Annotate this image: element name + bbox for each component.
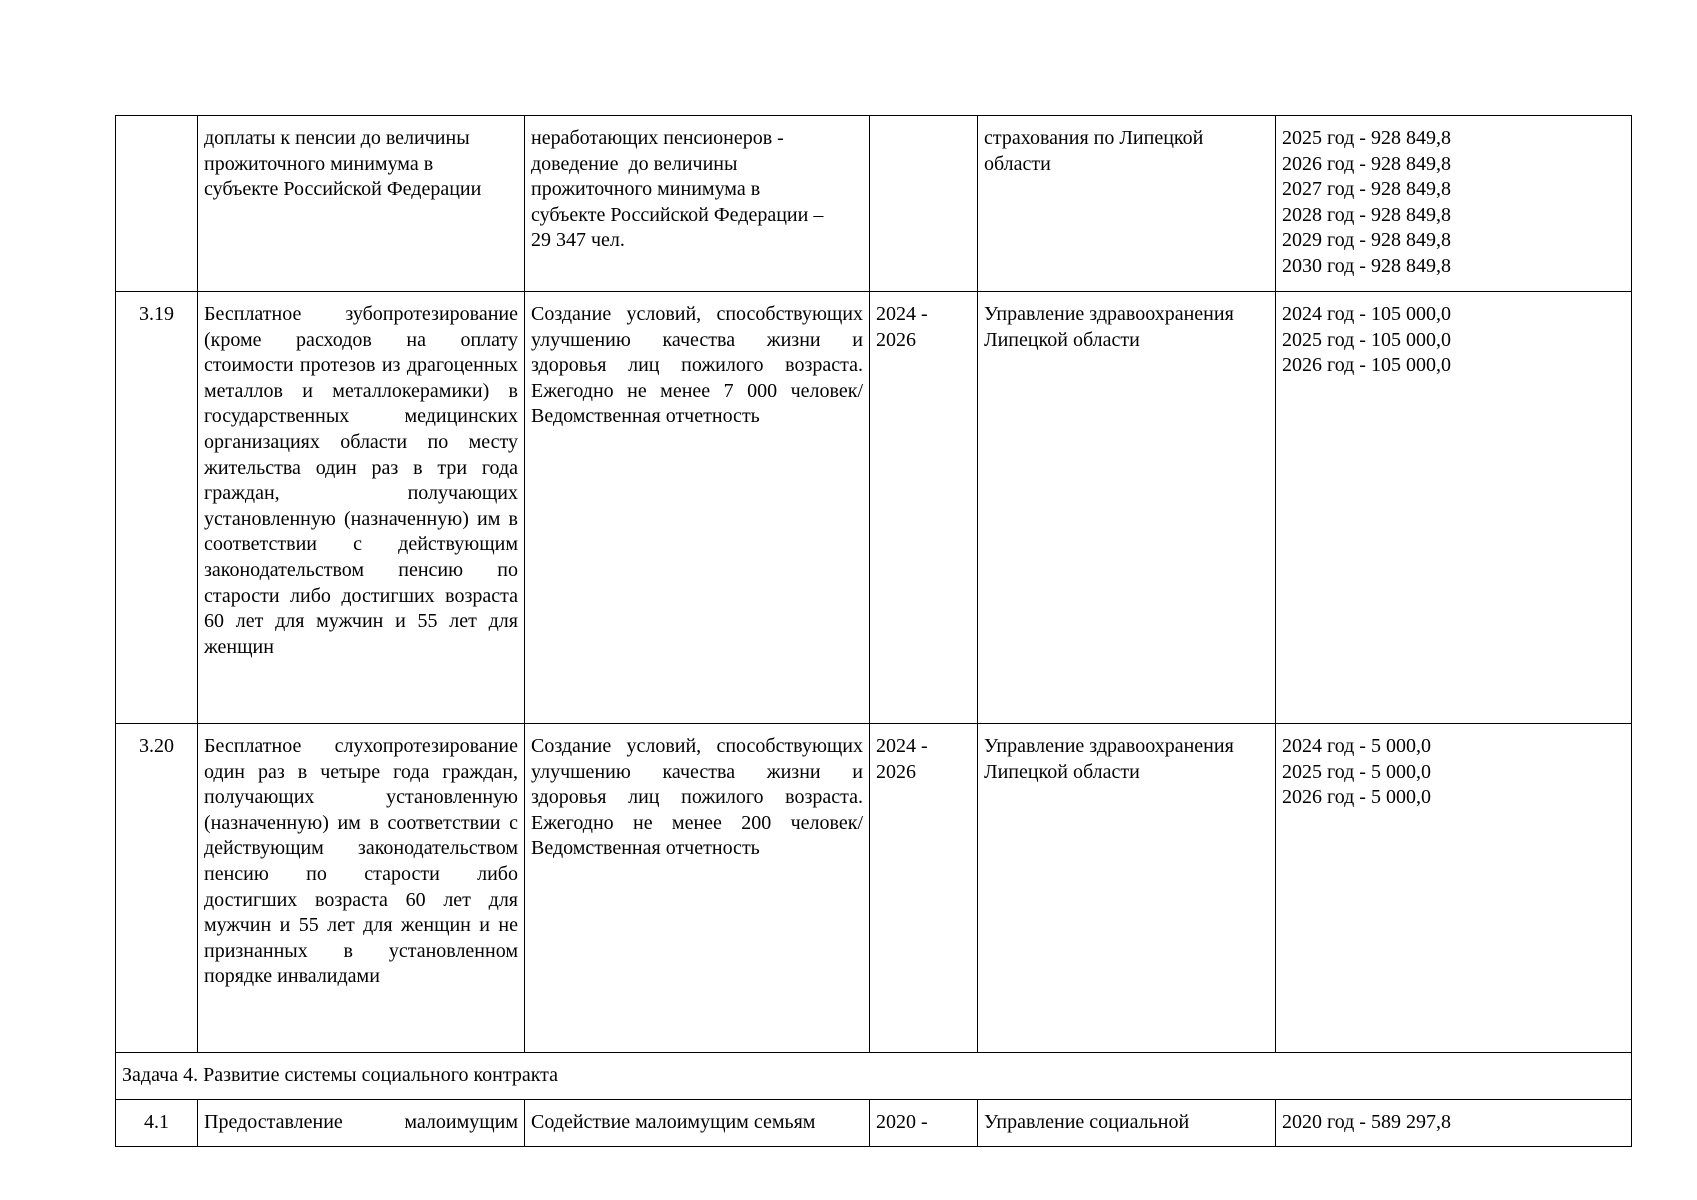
measure-name-word: малоимущим bbox=[404, 1111, 518, 1133]
expected-result: Содействие малоимущим семьям bbox=[525, 1100, 870, 1147]
measure-name: Бесплатное зубопротезирование (кроме расходов на оплату стоимости протезов из драгоценных металлов и металлокерамики) в государственных медицинских организациях области по месту жительства один раз в три года граждан, получающих установленную (назначенную) им в соответствии с действующим законодательством пенсию по старости либо достигших возраста 60 лет для мужчин и 55 лет для женщин bbox=[198, 292, 525, 724]
funding bbox=[1276, 1100, 1632, 1147]
executor: Управление здравоохранения Липецкой области bbox=[978, 292, 1276, 724]
measures-table bbox=[115, 115, 1632, 1147]
table-row bbox=[116, 292, 1632, 724]
task-row bbox=[116, 1053, 1632, 1100]
expected-result: Создание условий, способствующих улучшению качества жизни и здоровья лиц пожилого возраста. Ежегодно не менее 200 человек/ Ведомственная отчетность bbox=[525, 724, 870, 1053]
funding bbox=[1276, 724, 1632, 1053]
table-row bbox=[116, 116, 1632, 292]
table-row bbox=[116, 1100, 1632, 1147]
funding-line: 2025 год - 928 849,8 bbox=[1282, 127, 1451, 149]
funding bbox=[1276, 116, 1632, 292]
measure-name bbox=[198, 1100, 525, 1147]
measure-name-word: Предоставление bbox=[204, 1111, 343, 1133]
row-number: 3.20 bbox=[116, 724, 198, 1053]
funding-line: 2024 год - 5 000,0 bbox=[1282, 735, 1431, 757]
period: 2024 - 2026 bbox=[870, 292, 978, 724]
measure-name: Бесплатное слухопротезирование один раз в четыре года граждан, получающих установленную (назначенную) им в соответствии с действующим законодательством пенсию по старости либо достигших возраста 60 лет для мужчин и 55 лет для женщин и не признанных в установленном порядке инвалидами bbox=[198, 724, 525, 1053]
period: 2020 - bbox=[870, 1100, 978, 1147]
executor: Управление здравоохранения Липецкой области bbox=[978, 724, 1276, 1053]
funding-line: 2024 год - 105 000,0 bbox=[1282, 303, 1451, 325]
funding bbox=[1276, 292, 1632, 724]
funding-line: 2027 год - 928 849,8 bbox=[1282, 178, 1451, 201]
task-heading: Задача 4. Развитие системы социального контракта bbox=[116, 1053, 1632, 1100]
funding-line: 2026 год - 928 849,8 bbox=[1282, 152, 1451, 175]
funding-line: 2026 год - 5 000,0 bbox=[1282, 786, 1431, 809]
row-number: 3.19 bbox=[116, 292, 198, 724]
measure-name: доплаты к пенсии до величины прожиточного минимума в субъекте Российской Федерации bbox=[198, 116, 525, 292]
row-number bbox=[116, 116, 198, 292]
funding-line: 2029 год - 928 849,8 bbox=[1282, 229, 1451, 252]
funding-line: 2028 год - 928 849,8 bbox=[1282, 203, 1451, 226]
period bbox=[870, 116, 978, 292]
period: 2024 - 2026 bbox=[870, 724, 978, 1053]
expected-result: Создание условий, способствующих улучшению качества жизни и здоровья лиц пожилого возраста. Ежегодно не менее 7 000 человек/ Ведомственная отчетность bbox=[525, 292, 870, 724]
expected-result: неработающих пенсионеров - доведение до величины прожиточного минимума в субъекте Российской Федерации – 29 347 чел. bbox=[525, 116, 870, 292]
funding-line: 2026 год - 105 000,0 bbox=[1282, 354, 1451, 377]
funding-line: 2025 год - 5 000,0 bbox=[1282, 760, 1431, 783]
funding-line: 2020 год - 589 297,8 bbox=[1282, 1111, 1451, 1133]
row-number: 4.1 bbox=[116, 1100, 198, 1147]
funding-line: 2025 год - 105 000,0 bbox=[1282, 328, 1451, 351]
measure-name-text bbox=[204, 1110, 518, 1136]
table-row bbox=[116, 724, 1632, 1053]
executor: страхования по Липецкой области bbox=[978, 116, 1276, 292]
executor: Управление социальной bbox=[978, 1100, 1276, 1147]
funding-line: 2030 год - 928 849,8 bbox=[1282, 254, 1451, 277]
